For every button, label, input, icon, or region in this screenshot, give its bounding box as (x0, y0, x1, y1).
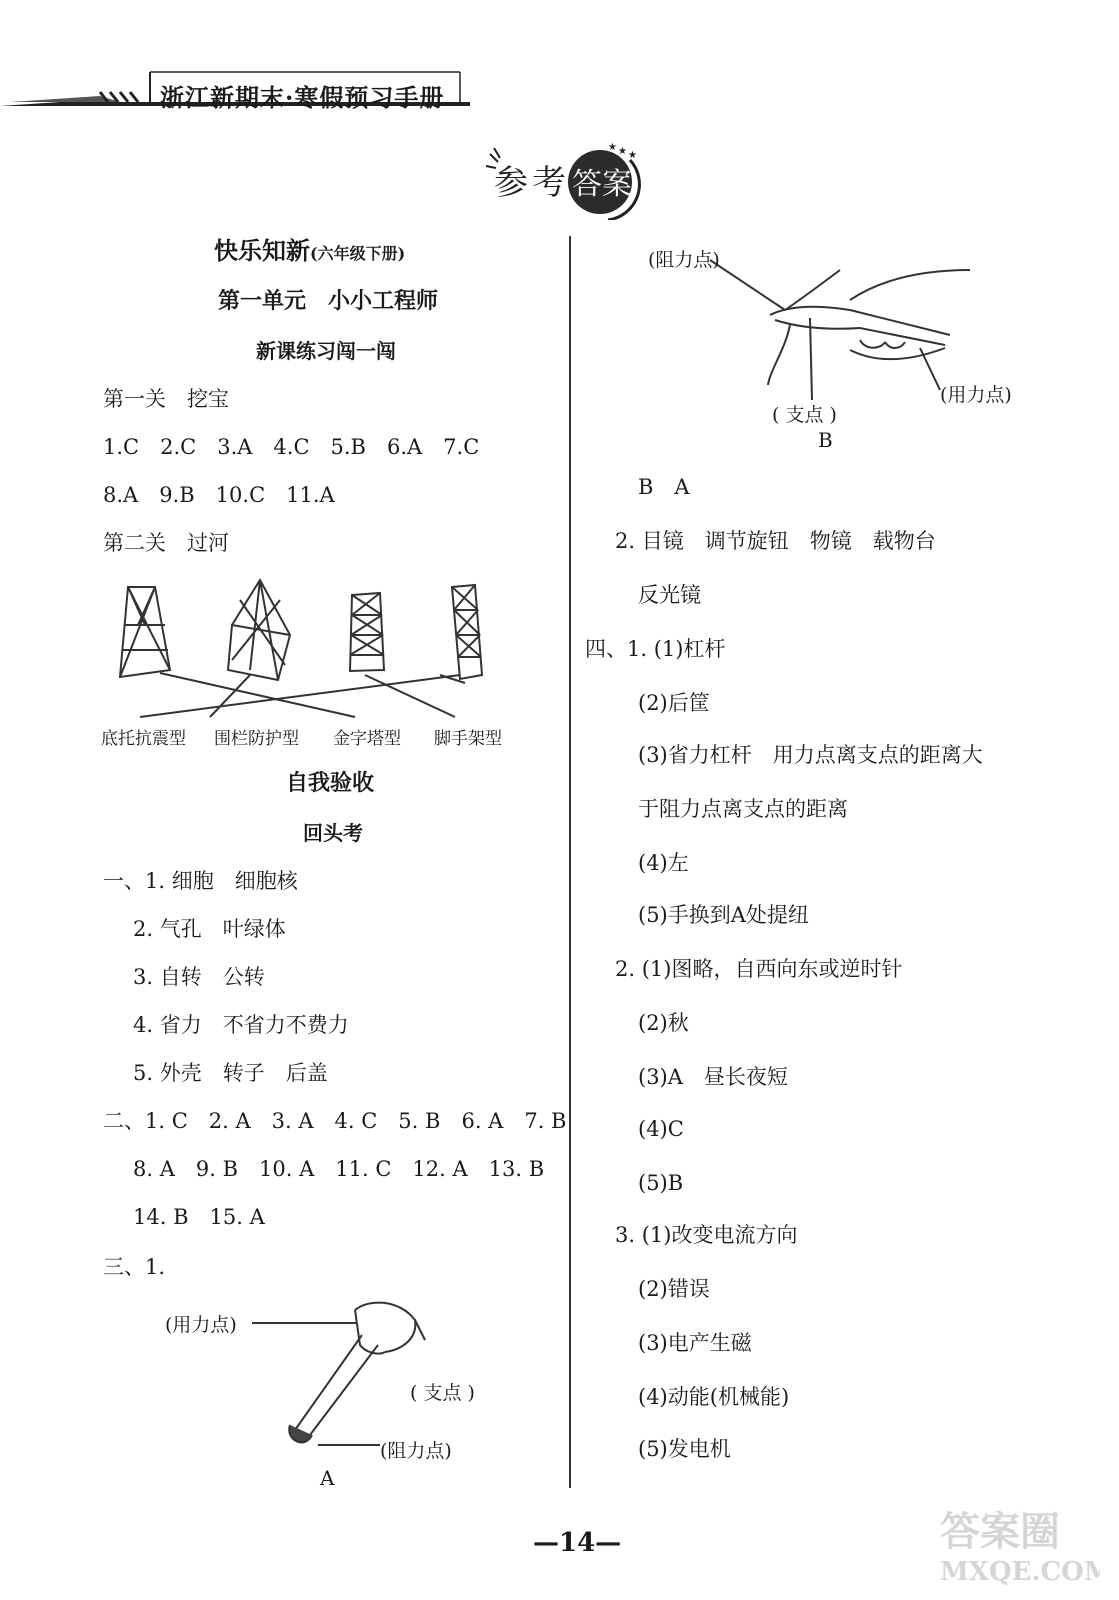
guan1-answers-row2: 8.A 9.B 10.C 11.A (103, 483, 335, 507)
guan1-title: 第一关 挖宝 (103, 387, 229, 411)
section-title-3: 回头考 (303, 821, 363, 845)
answer-si-1-1: 四、1. (1)杠杆 (585, 637, 726, 661)
answer-yi-2: 2. 气孔 叶绿体 (133, 917, 286, 941)
fig-a-effort-line (252, 1322, 357, 1324)
fig-a-caption: A (320, 1466, 335, 1490)
tower-1-icon (120, 587, 170, 677)
answer-san: 三、1. (103, 1255, 166, 1279)
tower-label-2: 围栏防护型 (214, 729, 299, 749)
tower-label-3: 金字塔型 (333, 729, 401, 749)
watermark-logo (920, 1500, 1100, 1590)
answer-si-1-5: (5)手换到A处提纽 (638, 903, 809, 927)
badge-char-3: 答案 (572, 167, 632, 202)
fig-b-fulcrum-label: ( 支点 ) (772, 404, 837, 426)
svg-text:MXQE.COM: MXQE.COM (940, 1557, 1100, 1587)
answer-si-2-3: (3)A 昼长夜短 (638, 1065, 788, 1089)
answer-si-1-3b: 于阻力点离支点的距离 (638, 797, 848, 821)
tower-label-4: 脚手架型 (434, 729, 502, 749)
answer-si-2-2: (2)秋 (638, 1011, 689, 1035)
answer-yi-5: 5. 外壳 转子 后盖 (133, 1061, 328, 1085)
section-title-2: 自我验收 (286, 770, 375, 796)
answer-q2: 2. 目镜 调节旋钮 物镜 载物台 (615, 529, 936, 553)
column-divider (569, 236, 571, 1488)
fig-b-effort-label: (用力点) (940, 384, 1012, 406)
answer-er-1: 二、1. C 2. A 3. A 4. C 5. B 6. A 7. B (103, 1109, 567, 1133)
answer-title-badge (480, 140, 670, 220)
answer-si-2-5: (5)B (638, 1171, 684, 1195)
answer-si-1-2: (2)后筐 (638, 691, 710, 715)
tower-3-icon (350, 593, 384, 671)
fig-a-resist-label: (阻力点) (380, 1440, 452, 1462)
fig-b-caption: B (818, 428, 833, 452)
svg-text:★: ★ (628, 150, 637, 161)
badge-char-2: 考 (532, 163, 566, 203)
answer-si-3-1: 3. (1)改变电流方向 (615, 1223, 798, 1247)
answer-er-3: 14. B 15. A (133, 1205, 265, 1229)
page-number: —14— (533, 1528, 622, 1558)
answer-si-3-5: (5)发电机 (638, 1437, 731, 1461)
answer-ba: B A (638, 475, 690, 499)
badge-char-1: 参 (494, 163, 528, 203)
answer-q2b: 反光镜 (638, 583, 701, 607)
answer-si-1-4: (4)左 (638, 851, 689, 875)
section-title-1: 新课练习闯一闯 (256, 339, 396, 363)
answer-er-2: 8. A 9. B 10. A 11. C 12. A 13. B (133, 1157, 545, 1181)
svg-text:★: ★ (608, 142, 617, 153)
header-title: 浙江新期末·寒假预习手册 (160, 83, 445, 112)
answer-si-3-3: (3)电产生磁 (638, 1331, 752, 1355)
answer-yi-1: 一、1. 细胞 细胞核 (103, 869, 298, 893)
left-title (214, 238, 405, 267)
svg-text:★: ★ (618, 146, 627, 157)
svg-text:答案圈: 答案圈 (940, 1508, 1060, 1555)
answer-si-3-2: (2)错误 (638, 1277, 710, 1301)
left-title-note: (六年级下册) (310, 244, 406, 263)
tower-2-icon (228, 580, 290, 680)
unit-title: 第一单元 小小工程师 (218, 288, 439, 314)
answer-yi-3: 3. 自转 公转 (133, 965, 265, 989)
answer-si-2-1: 2. (1)图略，自西向东或逆时针 (615, 957, 903, 981)
guan1-answers-row1: 1.C 2.C 3.A 4.C 5.B 6.A 7.C (103, 435, 480, 459)
left-title-main: 快乐知新 (214, 236, 310, 265)
answer-yi-4: 4. 省力 不省力不费力 (133, 1013, 349, 1037)
tower-label-1: 底托抗震型 (101, 729, 186, 749)
answer-si-1-3: (3)省力杠杆 用力点离支点的距离大 (638, 743, 983, 767)
badge-graphic (480, 140, 670, 220)
tower-4-icon (440, 585, 482, 683)
answer-si-2-4: (4)C (638, 1117, 684, 1141)
fig-b-resist-label: (阻力点) (648, 249, 720, 271)
fig-a-effort-label: (用力点) (165, 1314, 237, 1336)
tower-matching-figure (100, 575, 520, 725)
fig-a-resist-line (318, 1444, 380, 1446)
guan2-title: 第二关 过河 (103, 531, 229, 555)
fig-a-fulcrum-label: ( 支点 ) (410, 1382, 475, 1404)
answer-si-3-4: (4)动能(机械能) (638, 1385, 790, 1409)
